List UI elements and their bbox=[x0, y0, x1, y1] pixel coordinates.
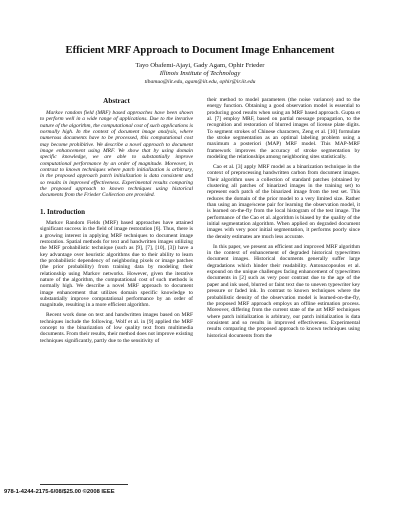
institution: Illinois Institute of Technology bbox=[159, 70, 241, 78]
author-block bbox=[0, 62, 400, 87]
abstract-heading: Abstract bbox=[103, 97, 130, 105]
section-heading-introduction: 1. Introduction bbox=[40, 207, 85, 216]
left-column bbox=[40, 97, 193, 348]
paragraph: Cao et al. [3] apply MRF model as a binarization technique in the context of preprocessing handwritten carbon from document images. Their algorithm uses a collection of standard patches (obtained by clustering all patches of binarized images in the training set) to represent each patch of the binarized image from the test set. This reduces the domain of the prior model to a very limited size. Rather than using an image/scene pair for learning the observation model, it is learned on-the-fly from the local histogram of the test image. The performance of the Cao et al. algorithm is biased by the quality of the initial segmentation algorithm. When applied on degraded document images with very poor initial segmentation, it performs poorly since the density estimates are much less accurate. bbox=[207, 164, 360, 240]
paper-title: Efficient MRF Approach to Document Image Enhancement bbox=[65, 45, 335, 56]
paragraph: Markov Random Fields (MRF) based approaches have attained significant success in the field of image restoration [6]. Thus, there is a growing interest in applying MRF techniques to document image restoration. Spatial methods for text and handwritten images utilizing the MRF probabilistic technique (such as [9], [7], [10], [3]) have a key advantage over heuristic algorithms due to their ability to learn the probabilistic dependency of neighboring pixels or image patches (the prior probability) from training data by modeling their relationship using Markov networks. However, given the iterative nature of the algorithm, the computational cost of such methods is normally high. We describe a novel MRF approach to document image enhancement that utilizes domain specific knowledge to substantially improve computational performance by an order of magnitude, resulting in a more efficient algorithm. bbox=[40, 219, 193, 309]
paragraph: Recent work done on text and handwritten images based on MRF techniques include the following. Wolf et al. in [9] applied the MRF concept to the binarization of low quality text from multimedia documents. From their results, their method does not improve existing techniques significantly, partly due to the sensitivity of bbox=[40, 312, 193, 344]
copyright-footer: 978-1-4244-2175-6/08/$25.00 ©2008 IEEE bbox=[4, 489, 115, 495]
paragraph: In this paper, we present an efficient and improved MRF algorithm in the context of enhancement of degraded historical typewritten document images. Historical documents generally suffer large degradations which hinder their readability. Antonacopoulos et al. expound on the unique challenges facing enhancement of typewritten documents in [2] such as very poor contrast due to the age of the paper and ink used, blurred or faint text due to uneven typewriter key pressure or faded ink. In contrast to known techniques where the probabilistic density of the observation model is learned-on-the-fly, the proposed MRF approach employs an offline estimation process. Moreover, differing from the current state of the art MRF techniques where patch initialization is arbitrary, our patch initialization is data consistent and so results in improved effectiveness. Experimental results comparing the proposed approach to known techniques using historical documents from the bbox=[207, 243, 360, 339]
paragraph: their method to model parameters (the noise variance) and to the energy function. Obtaining a good observation model is essential to producing good results when using an MRF based approach. Gupta et al. [7] employ MRF, based on partial message propagation, to the recognition and restoration of blurred images of license plate digits. To segment strokes of Chinese characters, Zeng et al. [10] formulate the stroke segmentation as an optimal labeling problem using a maximum a posteriori (MAP) MRF model. This MAP-MRF framework improves the accuracy of stroke segmentation by modeling the relationships among neighboring sites statistically. bbox=[207, 97, 360, 161]
author-emails: tibamuo@iit.edu, agam@iit.edu, ophir@ir.iit.edu bbox=[144, 79, 256, 86]
author-names: Tayo Obafemi-Ajayi, Gady Agam, Ophir Frieder bbox=[135, 62, 265, 69]
right-column bbox=[207, 97, 360, 343]
footer-rule bbox=[40, 484, 128, 485]
abstract-text: Markov random field (MRF) based approaches have been shown to perform well in a wide range of applications. Due to the iterative nature of the algorithm, the computational cost of such applications is normally high. In the context of document image analysis, where numerous documents have to be processed, this computational cost may become prohibitive. We describe a novel approach to document image enhancement using MRF. We show that by using domain specific knowledge, we are able to substantially improve computational performance by an order of magnitude. Moreover, in contrast to known techniques where patch initialization is arbitrary, in the proposed approach patch initialization is data consistent and so results in improved effectiveness. Experimental results comparing the proposed approach to known techniques using historical documents from the Frieder Collection are provided. bbox=[40, 110, 193, 199]
